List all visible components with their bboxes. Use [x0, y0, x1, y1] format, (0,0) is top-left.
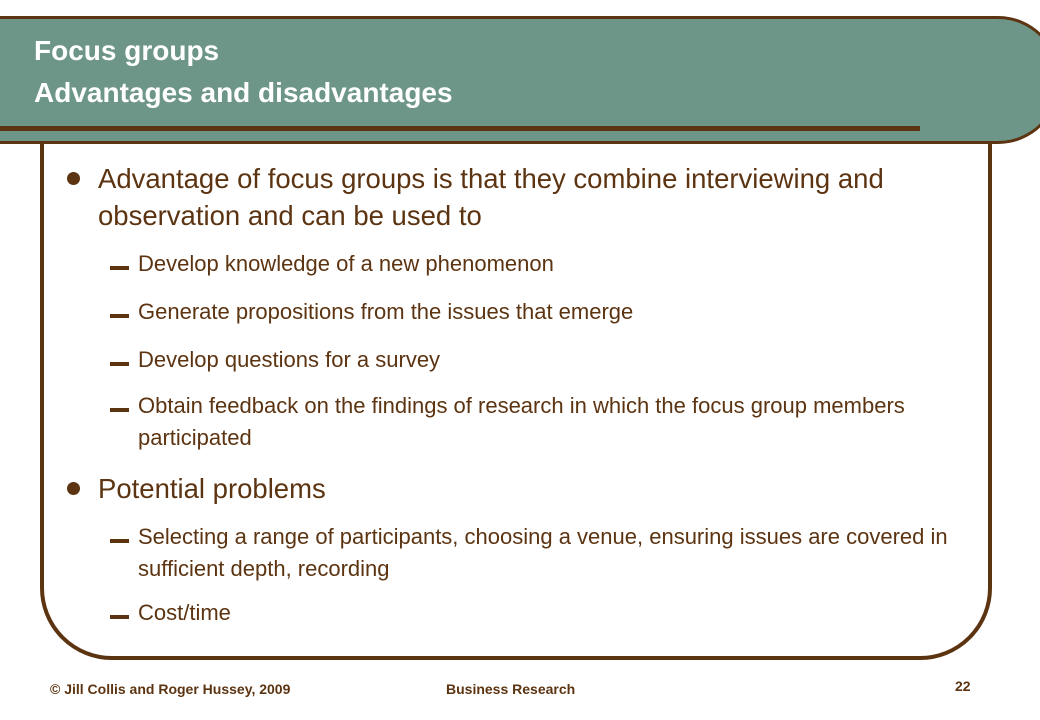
slide-title-line-1: Focus groups: [34, 35, 220, 66]
sub-bullet: [58, 521, 948, 585]
bullet-advantages: [62, 160, 918, 234]
sub-bullet-text: Generate propositions from the issues that emerge: [138, 299, 634, 324]
dash-icon: [110, 314, 129, 318]
sub-bullet: [58, 296, 962, 328]
dash-icon: [110, 615, 129, 619]
dash-icon: [110, 266, 129, 270]
sub-bullet: [58, 390, 938, 454]
footer-book-title: Business Research: [446, 681, 576, 697]
dash-icon: [110, 539, 129, 543]
sub-bullet-text: Cost/time: [138, 600, 231, 625]
slide-title-line-2: Advantages and disadvantages: [34, 77, 453, 108]
sub-bullet: [58, 597, 962, 629]
sub-bullet: [58, 344, 962, 376]
dash-icon: [110, 362, 129, 366]
footer-copyright: © Jill Collis and Roger Hussey, 2009: [50, 681, 291, 697]
sub-bullet-text: Develop questions for a survey: [138, 347, 441, 372]
bullet-dot-icon: [67, 482, 80, 495]
bullet-problems: [62, 470, 962, 507]
sub-bullet: [58, 248, 962, 280]
title-underline: [0, 126, 920, 131]
sub-bullet-text: Obtain feedback on the findings of research in which the focus group members participated: [138, 393, 905, 450]
slide-body: [62, 160, 962, 629]
sub-bullet-text: Selecting a range of participants, choosing a venue, ensuring issues are covered in sufficient depth, recording: [138, 524, 948, 581]
slide-title: [34, 30, 453, 114]
bullet-text: Advantage of focus groups is that they combine interviewing and observation and can be used to: [98, 163, 884, 231]
page-number: 22: [955, 678, 971, 694]
sub-bullet-text: Develop knowledge of a new phenomenon: [138, 251, 554, 276]
dash-icon: [110, 408, 129, 412]
bullet-text: Potential problems: [98, 473, 326, 504]
bullet-dot-icon: [67, 172, 80, 185]
